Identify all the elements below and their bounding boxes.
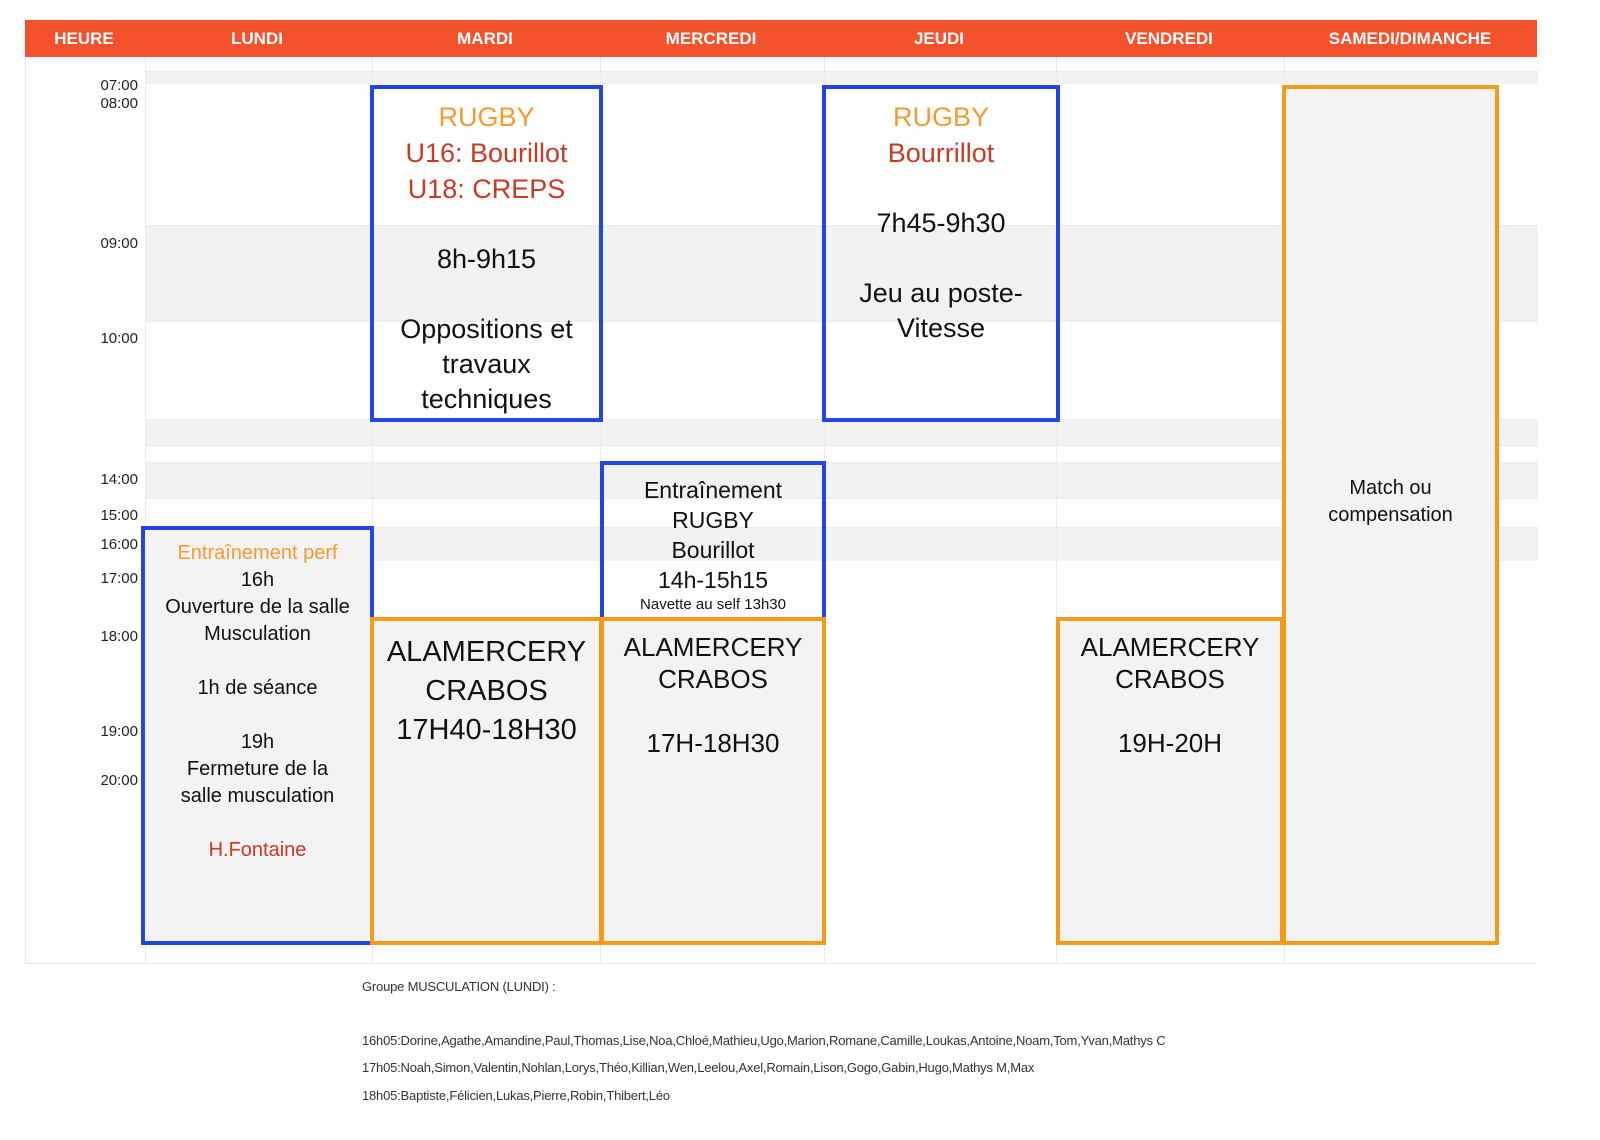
time-label-0900: 09:00 xyxy=(100,235,138,252)
event-desc: Oppositions et xyxy=(400,314,573,344)
event-desc: Ouverture de la salle xyxy=(165,596,350,618)
event-lundi-perf[interactable] xyxy=(141,526,374,945)
event-mardi-alamercery[interactable] xyxy=(370,617,603,945)
header-lundi: LUNDI xyxy=(231,29,283,48)
event-mardi-rugby[interactable] xyxy=(370,85,603,422)
time-label-1400: 14:00 xyxy=(100,471,138,488)
time-label-1000: 10:00 xyxy=(100,330,138,347)
event-desc: techniques xyxy=(421,384,552,414)
event-time: 17H-18H30 xyxy=(646,728,780,758)
time-label-1600: 16:00 xyxy=(100,536,138,553)
event-desc: Jeu au poste- xyxy=(859,278,1023,308)
event-desc: salle musculation xyxy=(180,785,335,807)
musculation-group-row: 17h05:Noah,Simon,Valentin,Nohlan,Lorys,Théo,Killian,Wen,Leelou,Axel,Romain,Lison,Gogo,Gabin,Hugo,Mathys M,Max xyxy=(362,1060,1035,1075)
event-location: Bourrillot xyxy=(887,138,995,168)
event-title: ALAMERCERY xyxy=(1080,632,1260,662)
time-label-1700: 17:00 xyxy=(100,570,138,587)
musculation-group-row: 18h05:Baptiste,Félicien,Lukas,Pierre,Robin,Thibert,Léo xyxy=(362,1088,670,1103)
event-time: 19H-20H xyxy=(1117,728,1223,758)
event-location: CRABOS xyxy=(658,664,768,694)
time-label-0700: 07:00 xyxy=(100,77,138,94)
event-title: ALAMERCERY xyxy=(386,636,587,668)
header-jeudi: JEUDI xyxy=(913,29,965,48)
event-note: Navette au self 13h30 xyxy=(640,596,786,613)
event-time: 7h45-9h30 xyxy=(876,208,1006,238)
event-jeudi-rugby[interactable] xyxy=(822,85,1060,422)
event-location: Bourillot xyxy=(671,537,755,563)
time-label-1800: 18:00 xyxy=(100,628,138,645)
event-team-u18: U18: CREPS xyxy=(407,174,566,204)
time-label-1500: 15:00 xyxy=(100,507,138,524)
event-title: RUGBY xyxy=(438,102,535,132)
event-start: 16h xyxy=(240,569,275,591)
header-vendredi: VENDREDI xyxy=(1125,29,1213,48)
event-title: Match ou xyxy=(1349,477,1432,499)
event-desc: Vitesse xyxy=(896,313,986,343)
event-weekend-match[interactable] xyxy=(1282,85,1499,945)
event-sport: RUGBY xyxy=(672,507,754,533)
event-vendredi-alamercery[interactable] xyxy=(1056,617,1284,945)
time-label-0800: 08:00 xyxy=(100,95,138,112)
header-heure: HEURE xyxy=(54,29,114,48)
event-time: 8h-9h15 xyxy=(436,244,537,274)
event-desc: compensation xyxy=(1328,504,1453,526)
header-weekend: SAMEDI/DIMANCHE xyxy=(1328,29,1492,48)
event-title: Entraînement perf xyxy=(177,542,338,564)
event-location: CRABOS xyxy=(425,675,548,707)
event-desc: Musculation xyxy=(204,623,311,645)
event-location: CRABOS xyxy=(1115,664,1225,694)
event-mercredi-rugby[interactable] xyxy=(600,461,826,623)
event-title: Entraînement xyxy=(643,477,783,503)
event-end: 19h xyxy=(240,731,275,753)
musculation-group-row: 16h05:Dorine,Agathe,Amandine,Paul,Thomas,Lise,Noa,Chloé,Mathieu,Ugo,Marion,Romane,Camille,Loukas,Antoine,Noam,Tom,Yvan,Mathys C xyxy=(362,1033,1166,1048)
event-duration: 1h de séance xyxy=(197,677,318,699)
event-title: ALAMERCERY xyxy=(623,632,803,662)
event-title: RUGBY xyxy=(892,102,990,132)
event-time: 17H40-18H30 xyxy=(396,714,577,746)
event-desc: travaux xyxy=(442,349,531,379)
event-team-u16: U16: Bourillot xyxy=(405,138,568,168)
header-mercredi: MERCREDI xyxy=(665,29,757,48)
time-label-1900: 19:00 xyxy=(100,723,138,740)
grid-band xyxy=(146,71,1538,84)
time-label-2000: 20:00 xyxy=(100,772,138,789)
event-desc: Fermeture de la xyxy=(186,758,329,780)
event-coach: H.Fontaine xyxy=(208,839,307,861)
day-header-bar xyxy=(25,20,1537,57)
event-mercredi-alamercery[interactable] xyxy=(600,617,826,945)
musculation-group-title: Groupe MUSCULATION (LUNDI) : xyxy=(362,979,556,994)
header-mardi: MARDI xyxy=(457,29,513,48)
event-time: 14h-15h15 xyxy=(658,567,768,593)
